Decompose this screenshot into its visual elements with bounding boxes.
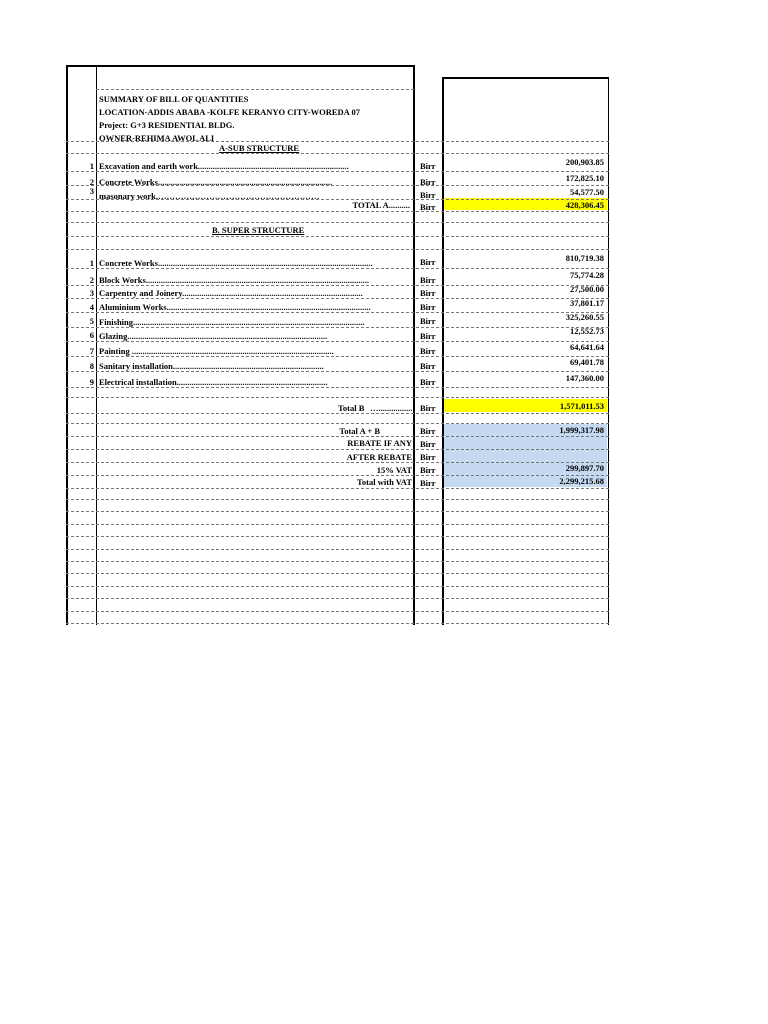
item-description: Finishing............................................................................................................. — [99, 317, 365, 327]
total-b-unit: Birr — [420, 403, 436, 413]
row-separator — [66, 356, 609, 357]
item-amount: 200,903.85 — [565, 157, 604, 167]
item-unit: Birr — [420, 177, 436, 187]
item-amount: 325,260.55 — [565, 312, 604, 322]
total-b-dots: …................ — [370, 403, 413, 413]
row-separator — [66, 236, 609, 237]
item-amount: 69,401.78 — [570, 357, 604, 367]
row-separator — [66, 327, 609, 328]
row-separator — [66, 249, 609, 250]
item-unit: Birr — [420, 288, 436, 298]
row-separator — [66, 499, 609, 500]
item-unit: Birr — [420, 161, 436, 171]
item-amount: 64,641.64 — [570, 342, 604, 352]
row-separator — [66, 312, 609, 313]
summary-amount: 299,897.70 — [565, 463, 604, 473]
row-separator — [66, 341, 609, 342]
row-separator — [66, 153, 609, 154]
row-separator — [66, 549, 609, 550]
item-description: Painting ............................................................................................... — [99, 346, 334, 356]
section-a-heading: A-SUB STRUCTURE — [219, 143, 300, 153]
item-amount: 27,500.00 — [570, 284, 604, 294]
item-description: Glazing.............................................................................................. — [99, 331, 328, 341]
owner-line: OWNER-REHIMA AWOL ALI — [99, 133, 215, 143]
item-description: Sanitary installation....................................................................... — [99, 361, 324, 371]
row-separator — [66, 268, 609, 269]
row-separator — [66, 141, 609, 142]
row-separator — [66, 536, 609, 537]
total-a-label: TOTAL A.......... — [352, 200, 410, 210]
row-separator — [66, 524, 609, 525]
description-column-divider — [413, 65, 415, 625]
project-line: Project: G+3 RESIDENTIAL BLDG. — [99, 120, 235, 130]
row-separator — [66, 199, 609, 200]
item-number: 2 — [89, 275, 94, 285]
row-separator — [66, 387, 609, 388]
row-separator — [66, 211, 609, 212]
row-separator — [66, 511, 609, 512]
item-amount: 37,801.17 — [570, 298, 604, 308]
row-separator — [96, 89, 414, 90]
row-separator — [66, 185, 609, 186]
summary-unit: Birr — [420, 478, 436, 488]
item-number: 9 — [89, 377, 94, 387]
item-number: 6 — [89, 330, 94, 340]
item-description: Carpentry and Joinery..................................................................................... — [99, 288, 363, 298]
row-separator — [66, 397, 609, 398]
summary-amount: 2,299,215.68 — [559, 476, 604, 486]
row-separator — [66, 171, 609, 172]
row-separator — [66, 488, 609, 489]
summary-label: Total A + B — [339, 426, 380, 436]
item-amount: 147,360.00 — [565, 373, 604, 383]
row-separator — [66, 371, 609, 372]
item-description: Concrete Works..................................................................................................... — [99, 258, 373, 268]
row-separator — [66, 462, 609, 463]
row-separator — [66, 573, 609, 574]
top-border-right — [442, 77, 609, 79]
item-amount: 810,719.38 — [565, 253, 604, 263]
item-description: masonary work.………………………………………………… — [99, 191, 320, 201]
item-unit: Birr — [420, 190, 436, 200]
item-unit: Birr — [420, 377, 436, 387]
item-unit: Birr — [420, 302, 436, 312]
summary-unit: Birr — [420, 465, 436, 475]
row-separator — [66, 298, 609, 299]
item-amount: 75,774.28 — [570, 270, 604, 280]
item-unit: Birr — [420, 346, 436, 356]
summary-label: Total with VAT — [357, 477, 412, 487]
row-separator — [66, 436, 609, 437]
total-a-unit: Birr — [420, 202, 436, 212]
item-number: 2 — [89, 177, 94, 187]
summary-unit: Birr — [420, 439, 436, 449]
item-number: 5 — [89, 316, 94, 326]
item-number: 1 — [89, 258, 94, 268]
item-description: Block Works......................................................................................................... — [99, 275, 369, 285]
row-separator — [66, 598, 609, 599]
item-description: Aluminium Works................................................................................................ — [99, 302, 371, 312]
item-number: 3 — [89, 186, 94, 196]
row-separator — [66, 222, 609, 223]
item-description: Concrete Works.................................................................................. — [99, 177, 333, 187]
summary-label: AFTER REBATE — [346, 452, 412, 462]
row-separator — [66, 475, 609, 476]
item-unit: Birr — [420, 275, 436, 285]
summary-label: REBATE IF ANY — [347, 438, 412, 448]
summary-label: 15% VAT — [376, 465, 412, 475]
item-number: 1 — [89, 161, 94, 171]
item-description: Electrical installation....................................................................... — [99, 377, 328, 387]
item-unit: Birr — [420, 361, 436, 371]
total-b-amount: 1,571,011.53 — [559, 401, 604, 411]
total-b-label: Total B — [338, 403, 365, 413]
row-separator — [66, 586, 609, 587]
unit-column-divider — [442, 77, 444, 625]
row-separator — [66, 285, 609, 286]
row-separator — [66, 561, 609, 562]
location-line: LOCATION-ADDIS ABABA -KOLFE KERANYO CITY-WOREDA 07 — [99, 107, 360, 117]
item-unit: Birr — [420, 316, 436, 326]
summary-unit: Birr — [420, 426, 436, 436]
number-column-divider — [96, 65, 97, 625]
item-number: 8 — [89, 361, 94, 371]
item-unit: Birr — [420, 257, 436, 267]
item-amount: 12,552.73 — [570, 326, 604, 336]
top-border-left — [66, 65, 414, 67]
row-separator — [66, 611, 609, 612]
sheet-title: SUMMARY OF BILL OF QUANTITIES — [99, 94, 249, 104]
item-number: 4 — [89, 302, 94, 312]
row-separator — [66, 623, 609, 624]
item-number: 7 — [89, 346, 94, 356]
summary-unit: Birr — [420, 452, 436, 462]
row-separator — [66, 449, 609, 450]
total-a-amount: 428,306.45 — [565, 200, 604, 210]
right-border — [608, 77, 609, 625]
item-amount: 54,577.50 — [570, 187, 604, 197]
item-unit: Birr — [420, 331, 436, 341]
left-border — [66, 65, 68, 625]
row-separator — [66, 423, 609, 424]
item-description: Excavation and earth work....................................................................... — [99, 161, 349, 171]
item-amount: 172,825.10 — [565, 173, 604, 183]
section-b-heading: B. SUPER STRUCTURE — [212, 225, 305, 235]
item-number: 3 — [89, 288, 94, 298]
row-separator — [66, 413, 609, 414]
summary-amount: 1,999,317.98 — [559, 425, 604, 435]
